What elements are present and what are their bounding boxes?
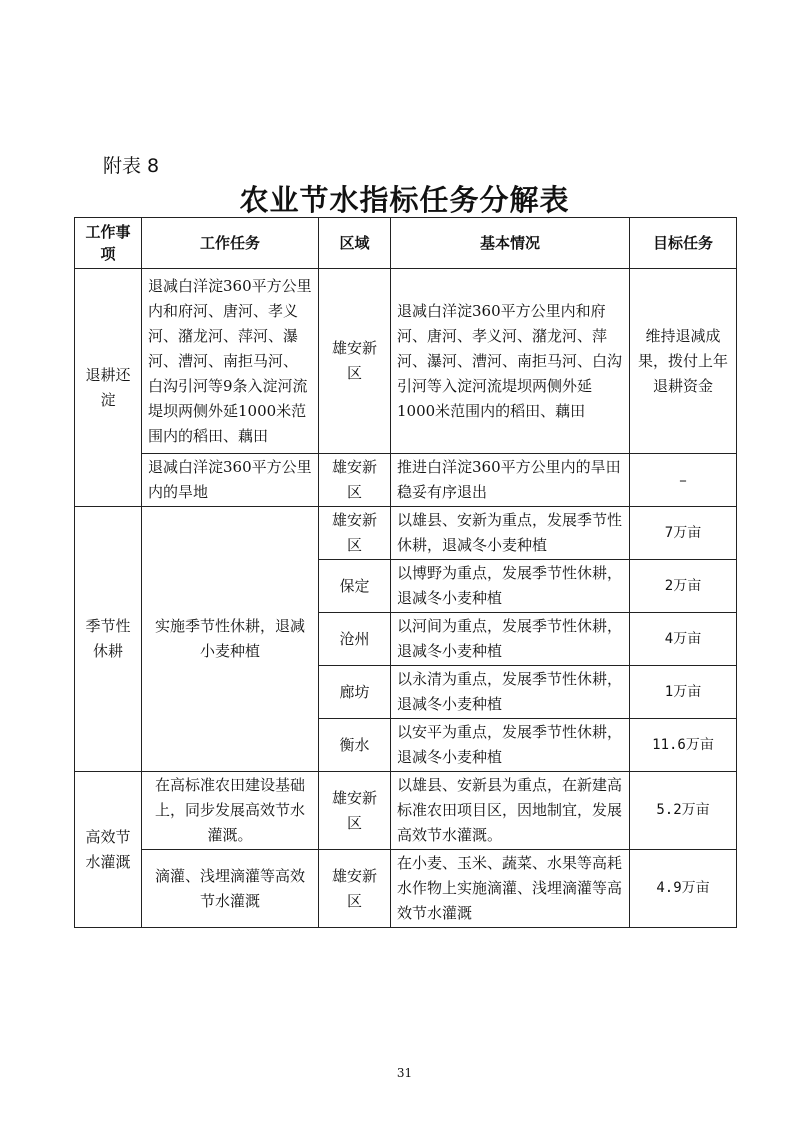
region-cell: 雄安新区 <box>319 454 391 507</box>
situation-cell: 退减白洋淀360平方公里内和府河、唐河、孝义河、潴龙河、萍河、瀑河、漕河、南拒马河、白沟引河等入淀河流堤坝两侧外延1000米范围内的稻田、藕田 <box>391 269 630 454</box>
situation-cell: 在小麦、玉米、蔬菜、水果等高耗水作物上实施滴灌、浅埋滴灌等高效节水灌溉 <box>391 850 630 928</box>
situation-cell: 以河间为重点，发展季节性休耕，退减冬小麦种植 <box>391 613 630 666</box>
region-cell: 廊坊 <box>319 666 391 719</box>
item-cell: 季节性休耕 <box>75 507 142 772</box>
table-header-row <box>75 218 737 269</box>
target-cell: 2万亩 <box>630 560 737 613</box>
situation-cell: 推进白洋淀360平方公里内的旱田稳妥有序退出 <box>391 454 630 507</box>
situation-cell: 以博野为重点，发展季节性休耕，退减冬小麦种植 <box>391 560 630 613</box>
item-cell: 高效节水灌溉 <box>75 772 142 928</box>
region-cell: 沧州 <box>319 613 391 666</box>
target-cell: 4.9万亩 <box>630 850 737 928</box>
target-cell: – <box>630 454 737 507</box>
header-situation: 基本情况 <box>391 218 630 269</box>
situation-cell: 以雄县、安新为重点，发展季节性休耕，退减冬小麦种植 <box>391 507 630 560</box>
task-cell: 退减白洋淀360平方公里内的旱地 <box>142 454 319 507</box>
table-row <box>75 507 737 560</box>
target-cell: 5.2万亩 <box>630 772 737 850</box>
target-cell: 维持退减成果，拨付上年退耕资金 <box>630 269 737 454</box>
region-cell: 雄安新区 <box>319 269 391 454</box>
situation-cell: 以安平为重点，发展季节性休耕，退减冬小麦种植 <box>391 719 630 772</box>
region-cell: 衡水 <box>319 719 391 772</box>
item-cell: 退耕还淀 <box>75 269 142 507</box>
target-cell: 1万亩 <box>630 666 737 719</box>
situation-cell: 以雄县、安新县为重点，在新建高标准农田项目区，因地制宜，发展高效节水灌溉。 <box>391 772 630 850</box>
table-row <box>75 850 737 928</box>
task-cell: 在高标准农田建设基础上，同步发展高效节水灌溉。 <box>142 772 319 850</box>
region-cell: 保定 <box>319 560 391 613</box>
page-number: 31 <box>396 1066 413 1080</box>
appendix-label: 附表 8 <box>103 155 160 177</box>
task-cell: 滴灌、浅埋滴灌等高效节水灌溉 <box>142 850 319 928</box>
target-cell: 7万亩 <box>630 507 737 560</box>
header-item: 工作事项 <box>75 218 142 269</box>
header-region: 区域 <box>319 218 391 269</box>
table-row <box>75 454 737 507</box>
header-target: 目标任务 <box>630 218 737 269</box>
region-cell: 雄安新区 <box>319 507 391 560</box>
task-cell: 退减白洋淀360平方公里内和府河、唐河、孝义河、潴龙河、萍河、瀑河、漕河、南拒马河、白沟引河等9条入淀河流堤坝两侧外延1000米范围内的稻田、藕田 <box>142 269 319 454</box>
header-task: 工作任务 <box>142 218 319 269</box>
region-cell: 雄安新区 <box>319 850 391 928</box>
target-cell: 4万亩 <box>630 613 737 666</box>
document-title: 农业节水指标任务分解表 <box>239 183 570 217</box>
task-cell: 实施季节性休耕，退减小麦种植 <box>142 507 319 772</box>
table-row <box>75 772 737 850</box>
target-cell: 11.6万亩 <box>630 719 737 772</box>
task-breakdown-table <box>74 217 737 928</box>
region-cell: 雄安新区 <box>319 772 391 850</box>
table-row <box>75 269 737 454</box>
situation-cell: 以永清为重点，发展季节性休耕，退减冬小麦种植 <box>391 666 630 719</box>
